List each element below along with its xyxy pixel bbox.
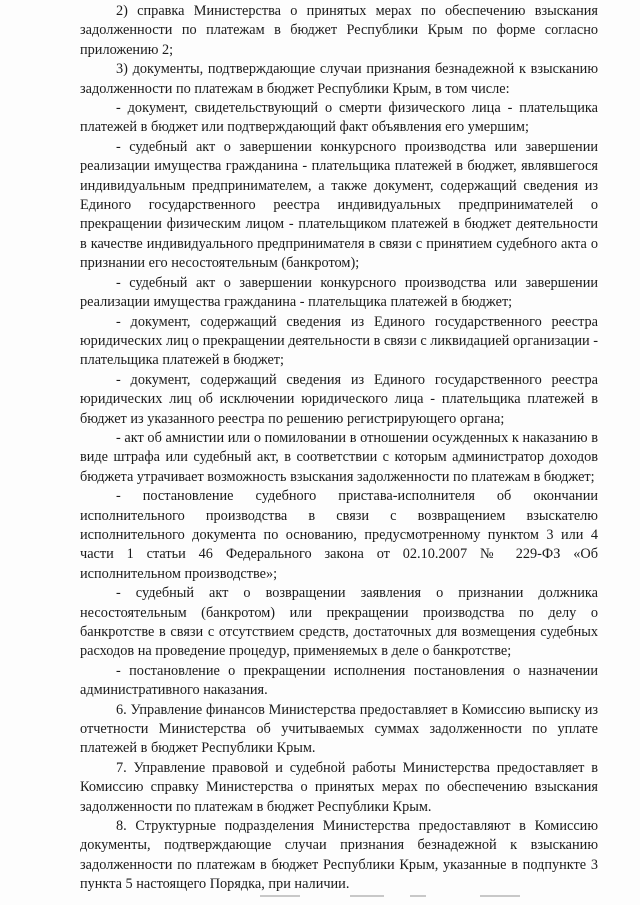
paragraph-6: 6. Управление финансов Министерства предоставляет в Комиссию выписку из отчетности Министерства об учитываемых суммах задолженности по уплате платежей в бюджет Республики Крым.	[80, 701, 598, 757]
paragraph-3: 3) документы, подтверждающие случаи признания безнадежной к взысканию задолженности по платежам в бюджет Республики Крым, в том числе:	[80, 61, 598, 97]
list-item: - документ, свидетельствующий о смерти физического лица - плательщика платежей в бюджет или подтверждающий факт объявления его умершим;	[80, 100, 598, 136]
list-item: - документ, содержащий сведения из Единого государственного реестра юридических лиц о прекращении деятельности в связи с ликвидацией организации - плательщика платежей в бюджет;	[80, 313, 598, 369]
list-item: - судебный акт о завершении конкурсного производства или завершении реализации имущества гражданина - плательщика платежей в бюджет, являвшегося индивидуальным предпринимателем, а также документ, содержащий сведения из Единого государственного реестра индивидуальных предпринимателей о прекращении физическим лицом - плательщиком платежей в бюджет деятельности в качестве индивидуального предпринимателя в связи с принятием судебного акта о признании его несостоятельным (банкротом);	[80, 138, 598, 272]
list-item: - постановление о прекращении исполнения постановления о назначении административного наказания.	[80, 662, 598, 699]
scan-mark	[260, 895, 300, 897]
list-item: - постановление судебного пристава-исполнителя об окончании исполнительного производства в связи с возвращением взыскателю исполнительного документа по основанию, предусмотренному пунктом 3 или 4 части 1 статьи 46 Федерального закона от 02.10.2007 № 229-ФЗ «Об исполнительном производстве»;	[80, 488, 598, 582]
document-body	[80, 2, 598, 895]
paragraph-2: 2) справка Министерства о принятых мерах по обеспечению взыскания задолженности по платежам в бюджет Республики Крым по форме согласно приложению 2;	[80, 3, 598, 58]
scan-mark	[350, 895, 384, 897]
list-item: - судебный акт о завершении конкурсного производства или завершении реализации имущества гражданина - плательщика платежей в бюджет;	[80, 274, 598, 311]
paragraph-8: 8. Структурные подразделения Министерства предоставляют в Комиссию документы, подтверждающие случаи признания безнадежной к взысканию задолженности по платежам в бюджет Республики Крым, указанные в подпункте 3 пункта 5 настоящего Порядка, при наличии.	[80, 818, 598, 893]
scan-mark	[410, 895, 426, 897]
list-item: - акт об амнистии или о помиловании в отношении осужденных к наказанию в виде штрафа или судебный акт, в соответствии с которым администратор доходов бюджета утрачивает возможность взыскания задолженности по платежам в бюджет;	[80, 429, 598, 485]
scan-mark	[480, 895, 520, 897]
list-item: - судебный акт о возвращении заявления о признании должника несостоятельным (банкротом) или прекращении производства по делу о банкротстве в связи с отсутствием средств, достаточных для возмещения судебных расходов на проведение процедур, применяемых в деле о банкротстве;	[80, 585, 598, 660]
paragraph-7: 7. Управление правовой и судебной работы Министерства предоставляет в Комиссию справку Министерства о принятых мерах по обеспечению взыскания задолженности по платежам в бюджет Республики Крым.	[80, 759, 598, 815]
scan-artifacts	[260, 895, 560, 899]
list-item: - документ, содержащий сведения из Единого государственного реестра юридических лиц об исключении юридического лица - плательщика платежей в бюджет из указанного реестра по решению регистрирующего органа;	[80, 371, 598, 427]
